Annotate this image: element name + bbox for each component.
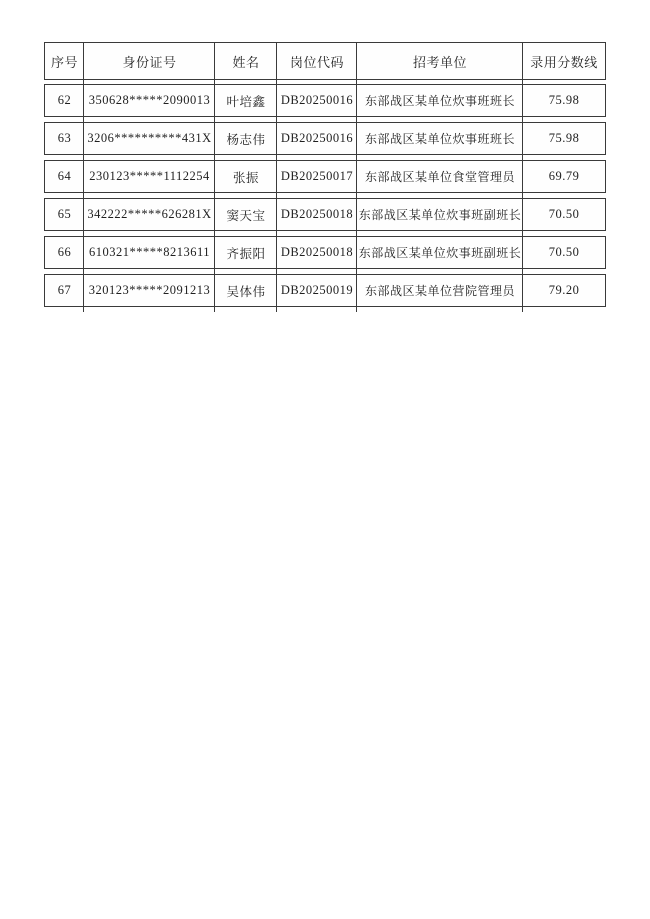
cell-serial-number: 67	[57, 283, 72, 297]
cell-name: 杨志伟	[226, 132, 266, 147]
cell-id-number: 320123*****2091213	[88, 283, 211, 297]
cell-position-code: DB20250017	[280, 169, 354, 183]
cell-position-code: DB20250016	[280, 131, 354, 145]
table-row	[44, 198, 606, 231]
header-position-code: 岗位代码	[289, 54, 344, 70]
cell-recruiting-unit: 东部战区某单位炊事班班长	[364, 132, 515, 146]
cell-recruiting-unit: 东部战区某单位食堂管理员	[364, 170, 515, 184]
cell-id-number: 342222*****626281X	[87, 207, 212, 221]
header-id-number: 身份证号	[122, 54, 177, 70]
table-row	[44, 122, 606, 155]
cell-serial-number: 65	[57, 207, 72, 221]
cell-serial-number: 62	[57, 93, 72, 107]
cell-score-line: 75.98	[548, 93, 580, 107]
table-row	[44, 160, 606, 193]
cell-name: 张振	[232, 170, 259, 185]
table-row	[44, 236, 606, 269]
header-name: 姓名	[232, 54, 260, 70]
cell-id-number: 3206**********431X	[87, 131, 212, 145]
recruitment-score-table	[44, 42, 606, 312]
cell-position-code: DB20250019	[280, 283, 354, 297]
header-recruiting-unit: 招考单位	[412, 54, 467, 70]
cell-serial-number: 64	[57, 169, 72, 183]
table-row	[44, 274, 606, 307]
cell-id-number: 350628*****2090013	[88, 93, 211, 107]
cell-serial-number: 63	[57, 131, 72, 145]
cell-recruiting-unit: 东部战区某单位炊事班副班长	[358, 246, 522, 260]
cell-recruiting-unit: 东部战区某单位炊事班副班长	[358, 208, 522, 222]
cell-id-number: 230123*****1112254	[89, 169, 210, 183]
cell-name: 窦天宝	[226, 208, 266, 223]
cell-position-code: DB20250018	[280, 207, 354, 221]
cell-name: 齐振阳	[226, 246, 266, 261]
cell-serial-number: 66	[57, 245, 72, 259]
cell-score-line: 70.50	[548, 207, 580, 221]
cell-id-number: 610321*****8213611	[88, 245, 211, 259]
cell-score-line: 69.79	[548, 169, 580, 183]
cell-name: 叶培鑫	[226, 94, 266, 109]
table-header-row	[44, 42, 606, 80]
header-score-line: 录用分数线	[530, 54, 598, 70]
cell-recruiting-unit: 东部战区某单位营院管理员	[364, 284, 515, 298]
cell-name: 吴体伟	[226, 284, 266, 299]
cell-score-line: 75.98	[548, 131, 580, 145]
cell-recruiting-unit: 东部战区某单位炊事班班长	[364, 94, 515, 108]
cell-score-line: 70.50	[548, 245, 580, 259]
cell-score-line: 79.20	[548, 283, 580, 297]
cell-position-code: DB20250016	[280, 93, 354, 107]
table-row	[44, 84, 606, 117]
header-serial-number: 序号	[50, 54, 78, 70]
cell-position-code: DB20250018	[280, 245, 354, 259]
